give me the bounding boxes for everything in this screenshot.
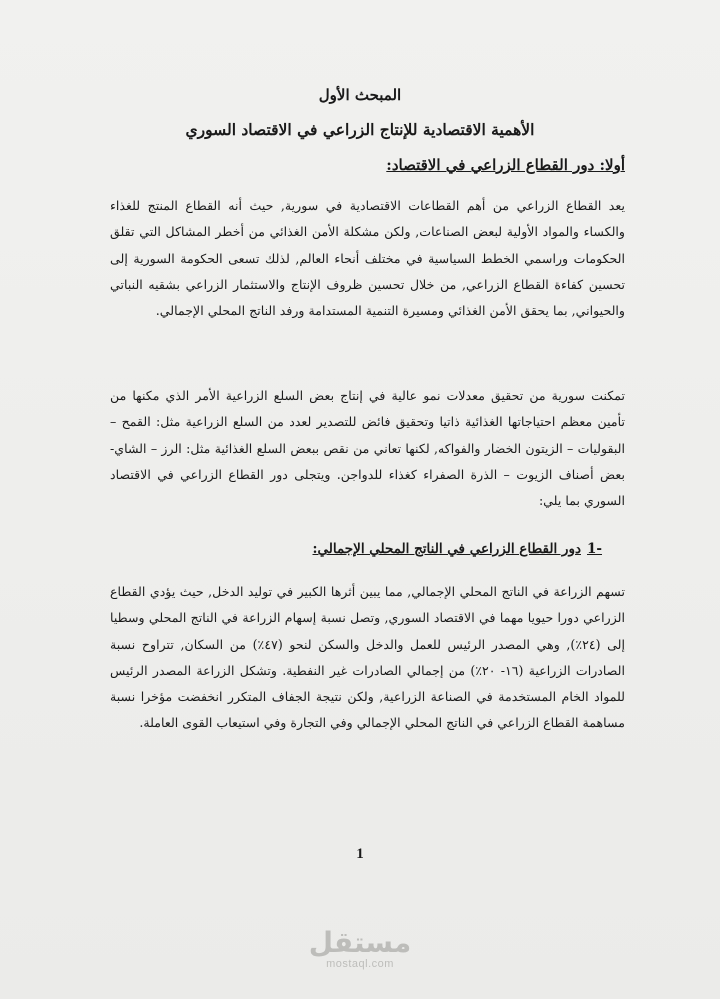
- watermark-logo: [300, 928, 420, 970]
- paragraph-3: تسهم الزراعة في الناتج المحلي الإجمالي, مما يبين أثرها الكبير في توليد الدخل, حيث يؤدي القطاع الزراعي دورا حيويا مهما في الاقتصاد السوري, وتصل نسبة إسهام الزراعة في الناتج المحلي وسطيا إلى (٢٤٪), وهي المصدر الرئيس للعمل والدخل والسكن لنحو (٤٧٪) من السكان, تتراوح نسبة الصادرات الزراعية (١٦- ٢٠٪) من إجمالي الصادرات غير النفطية. وتشكل الزراعة المصدر الرئيس للمواد الخام المستخدمة في الصناعة الزراعية, ولكن نتيجة الجفاف المتكرر انخفضت مؤخرا نسبة مساهمة القطاع الزراعي في الناتج المحلي الإجمالي وفي التجارة وفي استيعاب القوى العاملة.: [110, 584, 625, 731]
- page-number: 1: [356, 846, 364, 862]
- watermark-url: mostaql.com: [326, 958, 394, 970]
- list-item-number: 1-: [587, 541, 602, 557]
- watermark-logo-text: مستقل: [308, 926, 412, 959]
- chapter-subtitle: الأهمية الاقتصادية للإنتاج الزراعي في الاقتصاد السوري: [185, 120, 535, 139]
- list-item-heading-text: دور القطاع الزراعي في الناتج المحلي الإجمالي:: [312, 541, 581, 557]
- paragraph-1: يعد القطاع الزراعي من أهم القطاعات الاقتصادية في سورية, حيث أنه القطاع المنتج للغذاء والكساء والمواد الأولية لبعض الصناعات, ولكن مشكلة الأمن الغذائي من أخطر المشاكل التي تقلق الحكومات وراسمي الخطط السياسية في مختلف أنحاء العالم, لذلك تسعى الحكومة السورية إلى تحسين كفاءة القطاع الزراعي, من خلال تحسين ظروف الإنتاج والاستثمار الزراعي بشقيه النباتي والحيواني, بما يحقق الأمن الغذائي ومسيرة التنمية المستدامة ورفد الناتج المحلي الإجمالي.: [110, 198, 625, 319]
- paragraph-2: تمكنت سورية من تحقيق معدلات نمو عالية في إنتاج بعض السلع الزراعية الأمر الذي مكنها من تأمين معظم احتياجاتها الغذائية ذاتيا وتحقيق فائض للتصدير لعدد من السلع الزراعية مثل: القمح – البقوليات – الزيتون الخضار والفواكه, لكنها تعاني من نقص ببعض السلع الغذائية مثل: الرز – الشاي- بعض أصناف الزيوت – الذرة الصفراء كغذاء للدواجن. ويتجلى دور القطاع الزراعي في الاقتصاد السوري بما يلي:: [110, 388, 625, 509]
- section-heading: أولا: دور القطاع الزراعي في الاقتصاد:: [386, 156, 625, 174]
- chapter-title: المبحث الأول: [318, 86, 402, 104]
- list-item-heading: [313, 541, 602, 557]
